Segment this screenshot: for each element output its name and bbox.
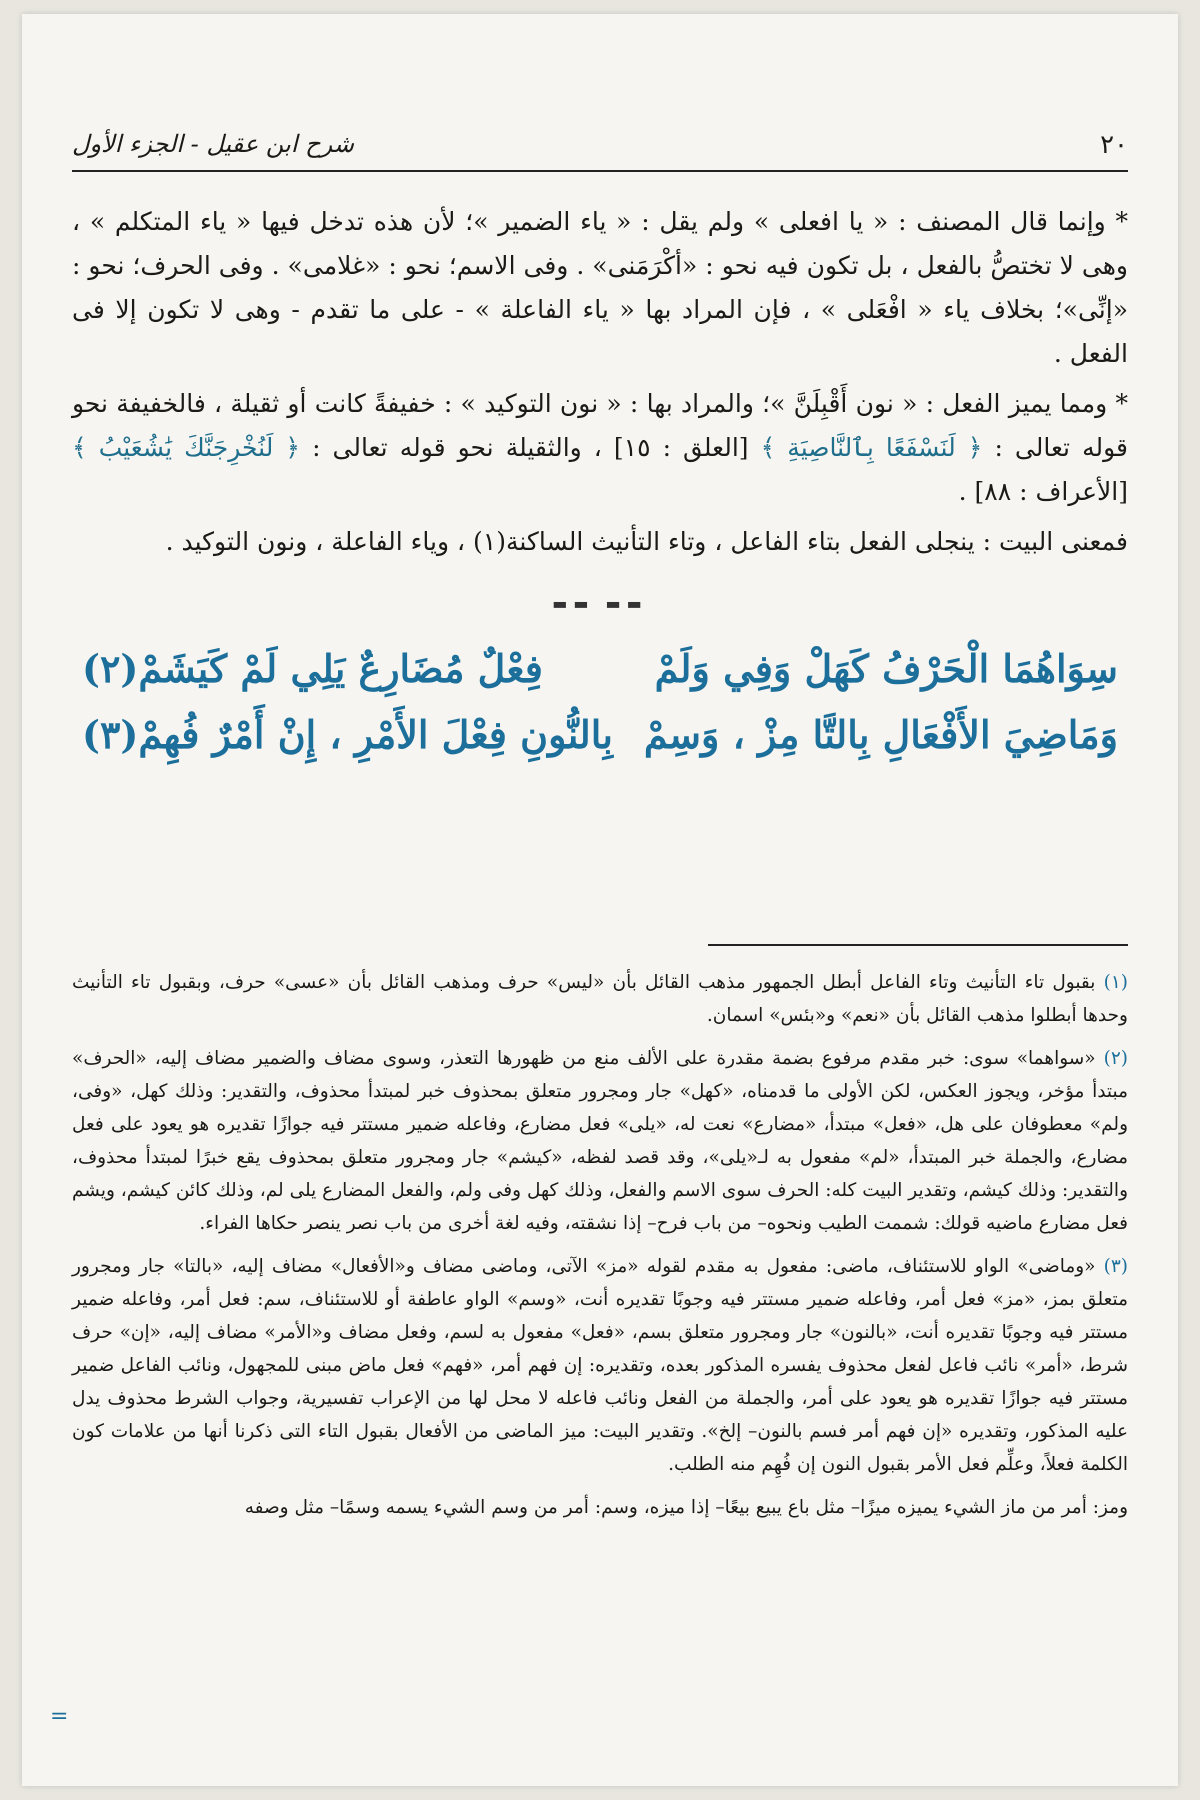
book-page bbox=[22, 14, 1178, 1786]
verse-1-second-hemistich: فِعْلٌ مُضَارِعٌ يَلِي لَمْ كَيَشَمْ(٢) bbox=[82, 646, 543, 691]
quran-reference-2: [الأعراف : ٨٨] . bbox=[958, 477, 1128, 506]
footnotes bbox=[72, 944, 1128, 1534]
running-title: شرح ابن عقيل - الجزء الأول bbox=[72, 130, 354, 158]
footnote-3 bbox=[72, 1250, 1128, 1481]
quran-quote-1: ﴿ لَنَسْفَعًا بِٱلنَّاصِيَةِ ﴾ bbox=[760, 433, 983, 462]
footnote-number: (٢) bbox=[1103, 1048, 1128, 1069]
paragraph-1: * وإنما قال المصنف : « يا افعلى » ولم يقل : « ياء الضمير »؛ لأن هذه تدخل فيها « ياء المتكلم » ، وهى لا تختصُّ بالفعل ، بل تكون فيه نحو : «أكْرَمَنى» . وفى الاسم؛ نحو : «غلامى» . وفى الحرف؛ نحو : «إنِّى»؛ بخلاف ياء « افْعَلى » ، فإن المراد بها « ياء الفاعلة » - على ما تقدم - وهى لا تكون إلا فى الفعل . bbox=[72, 207, 1128, 368]
page-number: ٢٠ bbox=[1100, 130, 1128, 160]
footnote-text: «سواهما» سوى: خبر مقدم مرفوع بضمة مقدرة على الألف منع من ظهورها التعذر، وسوى مضاف والضمير مضاف إليه، «الحرف» مبتدأ مؤخر، ويجوز العكس، لكن الأولى ما قدمناه، «كهل» جار ومجرور متعلق بمحذوف خبر لمبتدأ محذوف، والتقدير: وذلك كهل، «وفى، ولم» معطوفان على هل، «فعل» مبتدأ، «مضارع» نعت له، «يلى» فعل مضارع، وفاعله ضمير مستتر فيه جوازًا تقديره هو يعود على فعل مضارع، والجملة خبر المبتدأ، «لم» مفعول به لـ«يلى»، وقد قصد لفظه، «كيشم» جار ومجرور متعلق بمحذوف يقع خبرًا لمبتدأ محذوف، والتقدير: وذلك كيشم، وتقدير البيت كله: الحرف سوى الاسم والفعل، وذلك كهل وفى ولم، والفعل المضارع يلى لم، وذلك كائن كيشم، ويشم فعل مضارع ماضيه قولك: شممت الطيب ونحوه– من باب فرح– إذا نشقته، وفيه لغة أخرى من باب نصر ينصر حكاها الفراء. bbox=[72, 1048, 1128, 1234]
footnote-2 bbox=[72, 1042, 1128, 1240]
footnote-1 bbox=[72, 966, 1128, 1032]
footnote-number: (٣) bbox=[1103, 1256, 1128, 1277]
quran-quote-2: ﴿ لَنُخْرِجَنَّكَ يَٰشُعَيْبُ ﴾ bbox=[72, 433, 301, 462]
footnote-text: «وماضى» الواو للاستئناف، ماضى: مفعول به مقدم لقوله «مز» الآتى، وماضى مضاف و«الأفعال» مضاف إليه، «بالتا» جار ومجرور متعلق بمز، «مز» فعل أمر، وفاعله ضمير مستتر فيه وجوبًا تقديره أنت، «وسم» الواو عاطفة أو للاستئناف، سم: فعل أمر، وفاعله ضمير مستتر فيه وجوبًا تقديره أنت، «بالنون» جار ومجرور متعلق بسم، «فعل» مفعول به لسم، وفعل مضاف و«الأمر» مضاف إليه، «إن» حرف شرط، «أمر» نائب فاعل لفعل محذوف يفسره المذكور بعده، وتقديره: إن فهم أمر، «فهم» فعل ماض مبنى للمجهول، ونائب الفاعل ضمير مستتر فيه جوازًا تقديره هو يعود على أمر، والجملة من الفعل ونائب فاعله لا محل لها من الإعراب تفسيرية، وجواب الشرط محذوف يدل عليه المذكور، وتقديره «إن فهم أمر فسم بالنون– إلخ». وتقدير البيت: ميز الماضى من الأفعال بقبول التاء التى ذكرنا أنها من علامات كون الكلمة فعلاً، وعلِّم فعل الأمر بقبول النون إن فُهِم منه الطلب. bbox=[72, 1256, 1128, 1475]
footnote-number: (١) bbox=[1103, 972, 1128, 993]
verse-line-1 bbox=[72, 636, 1128, 702]
section-ornament: ▬▬ ▬▬ bbox=[552, 594, 648, 613]
paragraph-3: فمعنى البيت : ينجلى الفعل بتاء الفاعل ، وتاء التأنيث الساكنة(١) ، وياء الفاعلة ، ونون التوكيد . bbox=[165, 527, 1128, 556]
paragraph-2-text-a: * ومما يميز الفعل : « نون أَقْبِلَنَّ »؛ والمراد بها : « نون التوكيد » : خفيفةً كانت أو ثقيلة ، فالخفيفة نحو قوله تعالى : bbox=[72, 389, 1128, 462]
verse-line-2 bbox=[72, 702, 1128, 768]
verse-2-first-hemistich: وَمَاضِيَ الأَفْعَالِ بِالتَّا مِزْ ، وَسِمْ bbox=[643, 712, 1118, 757]
footnote-text: بقبول تاء التأنيث وتاء الفاعل أبطل الجمهور مذهب القائل بأن «ليس» حرف ومذهب القائل بأن «عسى» حرف، وبقبول تاء التأنيث وحدها أبطلوا مذهب القائل بأن «نعم» و«بئس» اسمان. bbox=[72, 972, 1128, 1026]
footnote-text: ومز: أمر من ماز الشيء يميزه ميزًا– مثل باع يبيع بيعًا– إذا ميزه، وسم: أمر من وسم الشيء يسمه وسمًا– مثل وصفه bbox=[244, 1497, 1128, 1518]
verse-1-first-hemistich: سِوَاهُمَا الْحَرْفُ كَهَلْ وَفِي وَلَمْ bbox=[654, 646, 1118, 691]
verse-2-second-hemistich: بِالنُّونِ فِعْلَ الأَمْرِ ، إِنْ أَمْرٌ فُهِمْ(٣) bbox=[82, 712, 613, 757]
main-text bbox=[72, 200, 1128, 768]
continuation-mark: = bbox=[50, 1704, 69, 1729]
footnote-separator bbox=[708, 944, 1128, 946]
footnote-continued bbox=[72, 1491, 1128, 1524]
page-header bbox=[72, 124, 1128, 172]
paragraph-2 bbox=[72, 382, 1128, 514]
quran-reference-1: [العلق : ١٥] ، والثقيلة نحو قوله تعالى : bbox=[300, 433, 761, 462]
